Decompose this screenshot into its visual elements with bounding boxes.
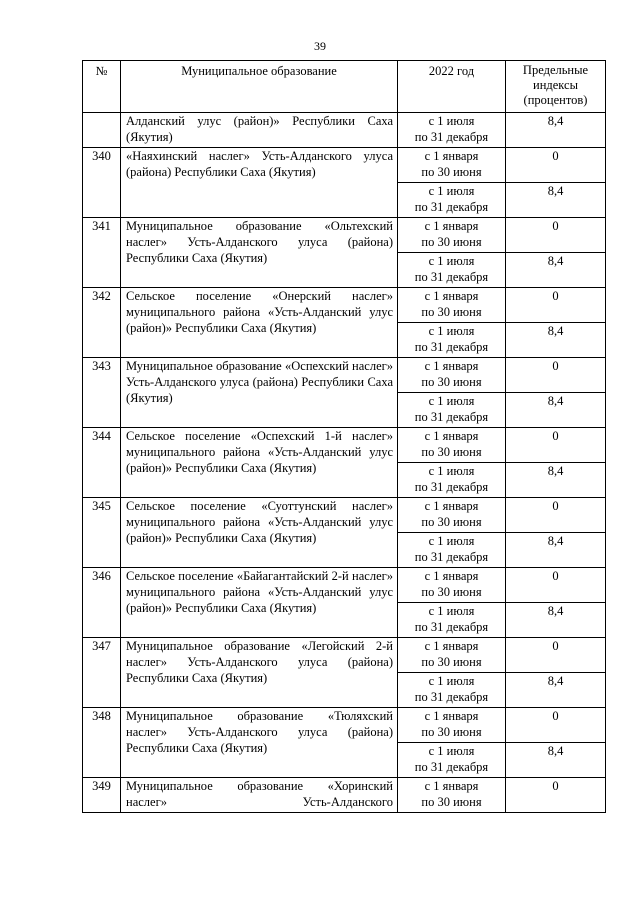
municipality-index-table [82, 60, 606, 813]
row-number-cell: 347 [83, 638, 121, 708]
period-start: с 1 января [424, 149, 479, 163]
table-row [83, 568, 606, 603]
period-end: по 31 декабря [414, 130, 489, 144]
period-end: по 31 декабря [414, 760, 489, 774]
period-end: по 31 декабря [414, 620, 489, 634]
index-value-cell: 0 [506, 288, 606, 323]
period-cell [398, 463, 506, 498]
period-end: по 31 декабря [414, 690, 489, 704]
row-municipality-cell: Алданский улус (район)» Республики Саха (Якутия) [121, 113, 398, 148]
table-row [83, 708, 606, 743]
period-cell [398, 778, 506, 813]
period-start: с 1 января [424, 359, 479, 373]
index-value-cell: 0 [506, 638, 606, 673]
row-number-cell [83, 113, 121, 148]
period-end: по 30 июня [421, 725, 482, 739]
period-start: с 1 июля [428, 184, 475, 198]
index-value-cell: 8,4 [506, 183, 606, 218]
period-end: по 30 июня [421, 445, 482, 459]
row-number-cell: 348 [83, 708, 121, 778]
period-start: с 1 января [424, 289, 479, 303]
period-cell [398, 183, 506, 218]
table-row-continuation [83, 113, 606, 148]
period-end: по 30 июня [421, 235, 482, 249]
row-municipality-cell: Муниципальное образование «Ольтехский наслег» Усть-Алданского улуса (района) Республики Саха (Якутия) [121, 218, 398, 288]
row-municipality-cell: «Наяхинский наслег» Усть-Алданского улуса (района) Республики Саха (Якутия) [121, 148, 398, 218]
index-value-cell: 8,4 [506, 743, 606, 778]
row-number-cell: 343 [83, 358, 121, 428]
period-cell [398, 253, 506, 288]
index-value-cell: 0 [506, 218, 606, 253]
period-start: с 1 июля [428, 324, 475, 338]
row-number-cell: 346 [83, 568, 121, 638]
row-municipality-cell: Муниципальное образование «Оспехский наслег» Усть-Алданского улуса (района) Республики Саха (Якутия) [121, 358, 398, 428]
index-value-cell: 0 [506, 568, 606, 603]
period-cell [398, 148, 506, 183]
index-value-cell: 8,4 [506, 673, 606, 708]
row-number-cell: 340 [83, 148, 121, 218]
row-number-cell: 344 [83, 428, 121, 498]
row-municipality-cell: Сельское поселение «Байагантайский 2-й наслег» муниципального района «Усть-Алданский улус (район)» Республики Саха (Якутия) [121, 568, 398, 638]
period-end: по 30 июня [421, 795, 482, 809]
period-start: с 1 июля [428, 744, 475, 758]
index-value-cell: 8,4 [506, 603, 606, 638]
row-municipality-cell: Сельское поселение «Суоттунский наслег» муниципального района «Усть-Алданский улус (район)» Республики Саха (Якутия) [121, 498, 398, 568]
row-municipality-cell: Муниципальное образование «Хоринский наслег» Усть-Алданского [121, 778, 398, 813]
page-number: 39 [314, 39, 326, 53]
index-value-cell: 8,4 [506, 113, 606, 148]
index-value-cell: 8,4 [506, 463, 606, 498]
period-start: с 1 января [424, 779, 479, 793]
period-cell [398, 428, 506, 463]
period-start: с 1 января [424, 639, 479, 653]
row-municipality-cell: Муниципальное образование «Тюляхский наслег» Усть-Алданского улуса (района) Республики Саха (Якутия) [121, 708, 398, 778]
period-end: по 30 июня [421, 585, 482, 599]
period-cell [398, 603, 506, 638]
period-start: с 1 января [424, 219, 479, 233]
period-end: по 31 декабря [414, 200, 489, 214]
table-body [83, 113, 606, 813]
index-value-cell: 0 [506, 498, 606, 533]
period-cell [398, 358, 506, 393]
table-row [83, 428, 606, 463]
period-start: с 1 января [424, 709, 479, 723]
row-number-cell: 342 [83, 288, 121, 358]
period-end: по 30 июня [421, 515, 482, 529]
row-municipality-cell: Сельское поселение «Оспехский 1-й наслег» муниципального района «Усть-Алданский улус (район)» Республики Саха (Якутия) [121, 428, 398, 498]
table-row [83, 498, 606, 533]
period-start: с 1 июля [428, 394, 475, 408]
period-cell [398, 638, 506, 673]
period-start: с 1 июля [428, 464, 475, 478]
period-start: с 1 июля [428, 114, 475, 128]
period-end: по 31 декабря [414, 480, 489, 494]
period-cell [398, 708, 506, 743]
index-value-cell: 0 [506, 708, 606, 743]
header-year: 2022 год [398, 61, 506, 113]
period-end: по 30 июня [421, 305, 482, 319]
table-row [83, 778, 606, 813]
row-municipality-cell: Муниципальное образование «Легойский 2-й наслег» Усть-Алданского улуса (района) Республики Саха (Якутия) [121, 638, 398, 708]
table-row [83, 358, 606, 393]
table-row [83, 638, 606, 673]
index-value-cell: 0 [506, 778, 606, 813]
table-row [83, 148, 606, 183]
period-end: по 31 декабря [414, 340, 489, 354]
period-start: с 1 января [424, 499, 479, 513]
period-cell [398, 533, 506, 568]
period-cell [398, 743, 506, 778]
index-value-cell: 8,4 [506, 323, 606, 358]
period-cell [398, 393, 506, 428]
row-number-cell: 349 [83, 778, 121, 813]
table-row [83, 218, 606, 253]
row-municipality-cell: Сельское поселение «Онерский наслег» муниципального района «Усть-Алданский улус (район)» Республики Саха (Якутия) [121, 288, 398, 358]
header-number: № [83, 61, 121, 113]
index-value-cell: 8,4 [506, 533, 606, 568]
period-end: по 30 июня [421, 655, 482, 669]
table-header-row [83, 61, 606, 113]
period-start: с 1 января [424, 429, 479, 443]
period-cell [398, 323, 506, 358]
period-start: с 1 января [424, 569, 479, 583]
period-start: с 1 июля [428, 674, 475, 688]
header-municipality: Муниципальное образование [121, 61, 398, 113]
index-value-cell: 0 [506, 358, 606, 393]
period-start: с 1 июля [428, 534, 475, 548]
index-value-cell: 8,4 [506, 253, 606, 288]
period-cell [398, 113, 506, 148]
header-index: Предельные индексы (процентов) [506, 61, 606, 113]
period-cell [398, 498, 506, 533]
period-cell [398, 673, 506, 708]
period-cell [398, 288, 506, 323]
period-cell [398, 218, 506, 253]
index-value-cell: 0 [506, 428, 606, 463]
row-number-cell: 341 [83, 218, 121, 288]
period-start: с 1 июля [428, 604, 475, 618]
period-start: с 1 июля [428, 254, 475, 268]
period-end: по 31 декабря [414, 270, 489, 284]
period-end: по 30 июня [421, 165, 482, 179]
table-row [83, 288, 606, 323]
period-cell [398, 568, 506, 603]
index-value-cell: 8,4 [506, 393, 606, 428]
period-end: по 31 декабря [414, 410, 489, 424]
period-end: по 31 декабря [414, 550, 489, 564]
index-value-cell: 0 [506, 148, 606, 183]
row-number-cell: 345 [83, 498, 121, 568]
period-end: по 30 июня [421, 375, 482, 389]
